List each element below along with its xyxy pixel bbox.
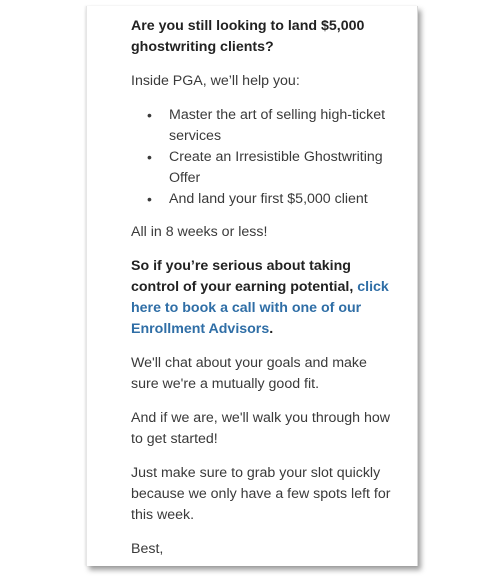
list-item [147,147,391,189]
email-chat-paragraph: We'll chat about your goals and make sure we're a mutually good fit. [131,355,367,392]
bullet-icon: • [147,191,152,207]
bullet-icon: • [147,149,152,165]
email-card [86,6,418,566]
benefits-list [131,105,391,210]
email-timeline: All in 8 weeks or less! [131,224,268,240]
email-signoff: Best, [131,541,164,557]
email-cta-paragraph [131,256,391,340]
list-item [147,105,391,147]
benefit-text: Master the art of selling high-ticket services [169,107,386,144]
cta-trail-text: . [269,321,274,337]
email-walk-paragraph: And if we are, we'll walk you through how to get started! [131,410,391,447]
email-intro: Inside PGA, we’ll help you: [131,73,300,89]
benefit-text: Create an Irresistible Ghostwriting Offer [169,149,383,186]
benefit-text: And land your first $5,000 client [169,191,368,207]
email-body [131,16,391,566]
bullet-icon: • [147,107,152,123]
book-call-link[interactable]: click here to book a call with one of our Enrollment Advisors [131,279,389,337]
list-item [147,189,391,210]
cta-lead-text: So if you’re serious about taking control of your earning potential, [131,258,354,295]
email-headline: Are you still looking to land $5,000 ghostwriting clients? [131,18,365,55]
email-slot-paragraph: Just make sure to grab your slot quickly because we only have a few spots left for this week. [131,465,391,523]
